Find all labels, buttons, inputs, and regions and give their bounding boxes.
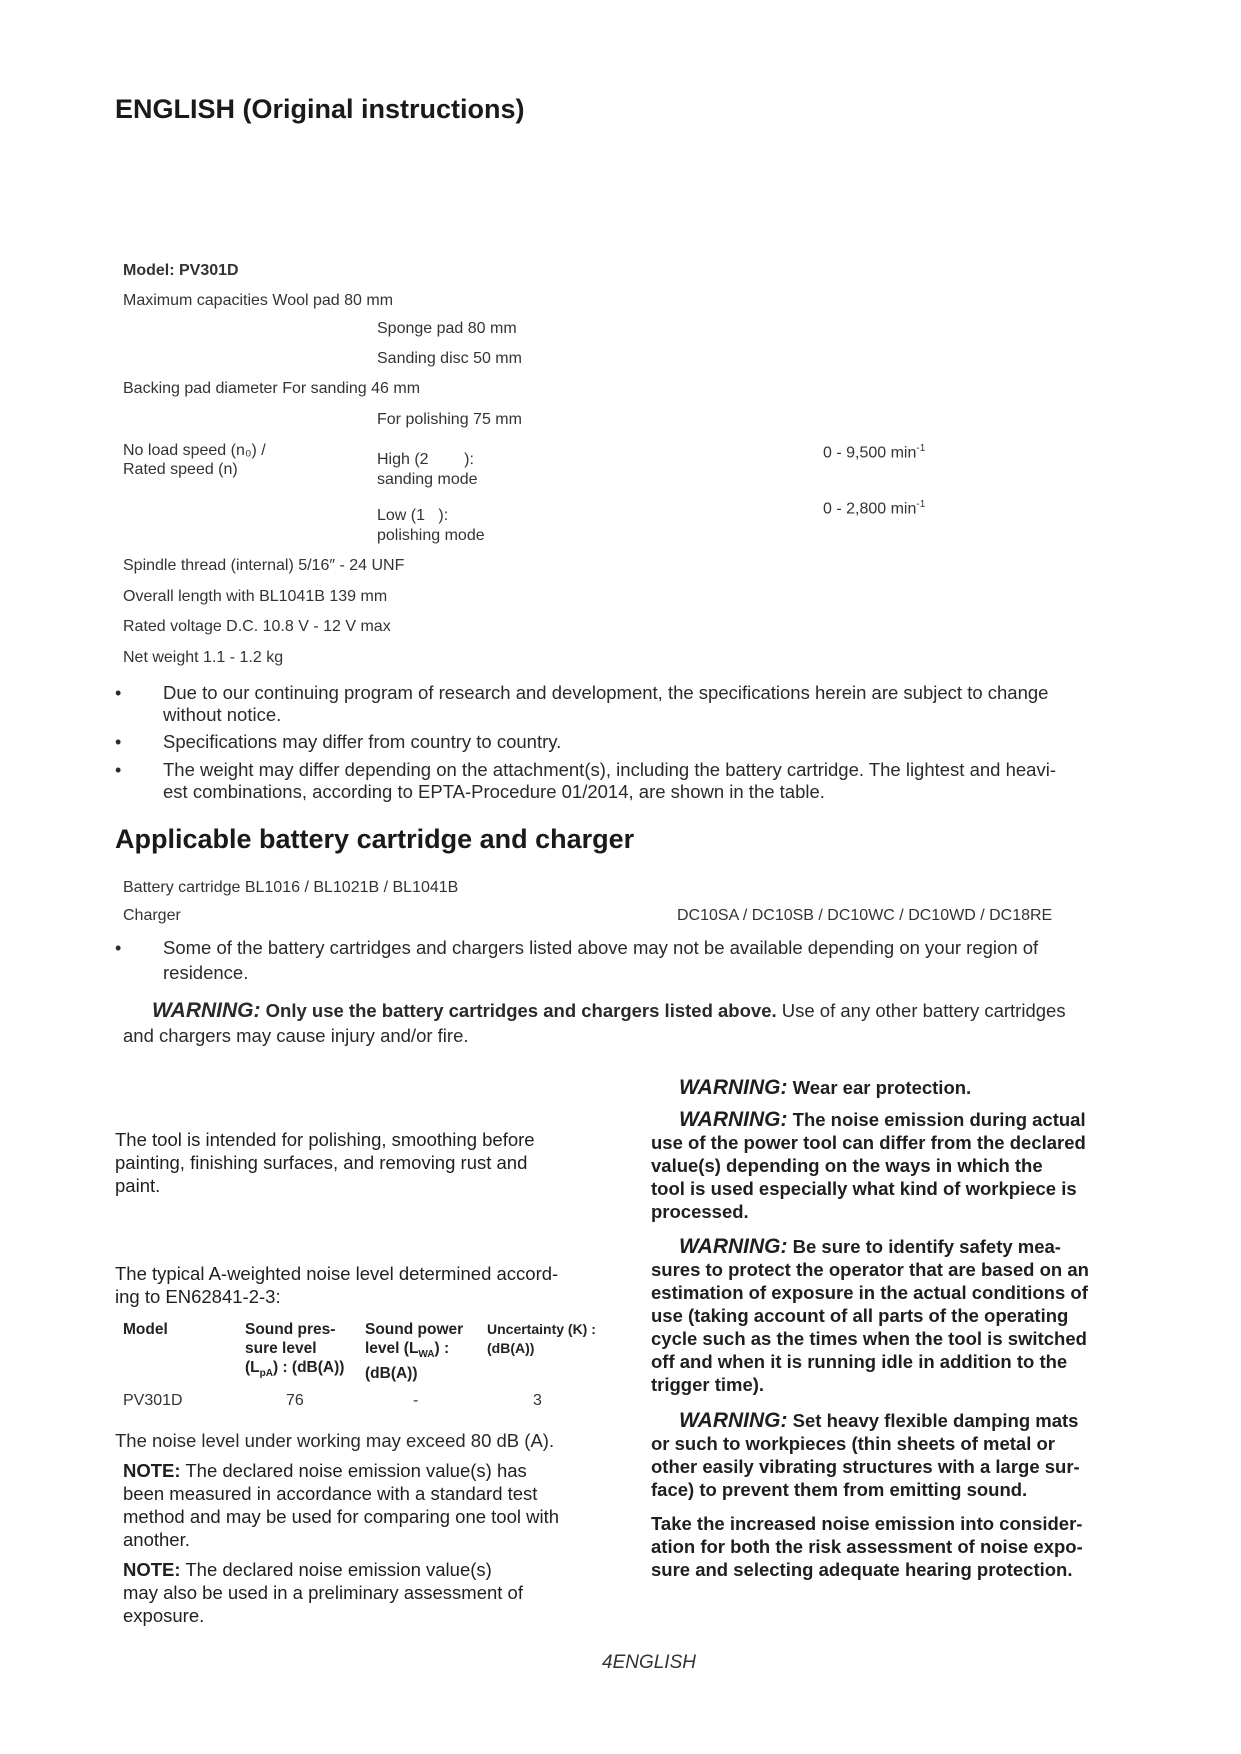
battery-note-line: residence.: [163, 962, 249, 983]
note-line: The weight may differ depending on the attachment(s), including the battery cartridge. The lightest and heavi-: [163, 759, 1056, 780]
note-line: Specifications may differ from country to country.: [163, 731, 562, 752]
spec-sponge-pad: Sponge pad 80 mm: [377, 320, 517, 337]
noise-exceed: The noise level under working may exceed 80 dB (A).: [115, 1430, 555, 1451]
spec-sanding-mode: sanding mode: [377, 471, 478, 488]
note-line: est combinations, according to EPTA-Procedure 01/2014, are shown in the table.: [163, 781, 825, 802]
spec-rated-speed: Rated speed (n): [123, 461, 238, 478]
warning-label: WARNING:: [679, 1108, 788, 1131]
spec-sanding-disc: Sanding disc 50 mm: [377, 350, 522, 367]
note-2: NOTE: The declared noise emission value(s) may also be used in a preliminary assessment of exposure.: [123, 1559, 523, 1626]
spec-high-mode: High (2 ):: [377, 451, 474, 468]
battery-warning-cont: and chargers may cause injury and/or fire.: [123, 1025, 469, 1046]
spec-net-weight: Net weight 1.1 - 1.2 kg: [123, 649, 284, 666]
spec-for-polishing: For polishing 75 mm: [377, 411, 522, 428]
warning-ear-protection: WARNING: Wear ear protection.: [679, 1076, 972, 1099]
note-label: NOTE:: [123, 1559, 181, 1580]
page-title: ENGLISH (Original instructions): [115, 94, 525, 124]
bullet: •: [115, 760, 122, 780]
table-cell-uncertainty: 3: [533, 1392, 542, 1409]
table-cell-model: PV301D: [123, 1392, 183, 1409]
page-footer: 4ENGLISH: [602, 1652, 696, 1673]
bullet: •: [115, 938, 122, 958]
spec-backing-pad: Backing pad diameter For sanding 46 mm: [123, 380, 421, 397]
warning-label: WARNING:: [679, 1409, 788, 1432]
charger-label: Charger: [123, 907, 181, 924]
spec-model: Model: PV301D: [123, 262, 239, 279]
charger-value: DC10SA / DC10SB / DC10WC / DC10WD / DC18RE: [677, 907, 1053, 924]
table-header-model: Model: [123, 1321, 168, 1338]
warning-label: WARNING:: [679, 1235, 788, 1258]
spec-spindle-thread: Spindle thread (internal) 5/16″ - 24 UNF: [123, 557, 405, 574]
bullet: •: [115, 732, 122, 752]
table-header-uncertainty: Uncertainty (K) : (dB(A)): [487, 1321, 596, 1356]
warning-label: WARNING:: [679, 1076, 788, 1099]
spec-no-load-speed: No load speed (n₀) /: [123, 442, 266, 459]
table-header-pressure: Sound pres- sure level $(L_{pA})$ : (dB(A)): [245, 1321, 345, 1380]
warning-noise-emission: WARNING: The noise emission during actual use of the power tool can differ from the declared value(s) depending on the ways in which the tool is used especially what kind of workpiece is processed.: [651, 1108, 1086, 1222]
note-line: without notice.: [163, 704, 282, 725]
table-header-power: Sound power level $(L_{WA})$ : (dB(A)): [365, 1321, 464, 1383]
spec-rated-voltage: Rated voltage D.C. 10.8 V - 12 V max: [123, 618, 391, 635]
spec-max-capacities: Maximum capacities Wool pad 80 mm: [123, 292, 394, 309]
note-line: Due to our continuing program of research and development, the specifications herein are subject to change: [163, 682, 1049, 703]
battery-note-line: Some of the battery cartridges and chargers listed above may not be available depending on your region of: [163, 937, 1039, 958]
warning-damping-mats: WARNING: Set heavy flexible damping mats or such to workpieces (thin sheets of metal or other easily vibrating structures with a large sur- face) to prevent them from emitting sound.: [651, 1409, 1080, 1500]
battery-cartridge: Battery cartridge BL1016 / BL1021B / BL1041B: [123, 879, 459, 896]
spec-polishing-mode: polishing mode: [377, 527, 485, 544]
spec-low-speed-value: 0 - 2,800 $\min^{-1}$: [823, 499, 926, 518]
note-1: NOTE: The declared noise emission value(s) has been measured in accordance with a standard test method and may be used for comparing one tool with another.: [123, 1460, 560, 1550]
table-cell-pressure: 76: [286, 1392, 304, 1409]
noise-consideration: Take the increased noise emission into consider- ation for both the risk assessment of noise expo- sure and selecting adequate hearing protection.: [651, 1513, 1083, 1580]
table-cell-power: -: [413, 1392, 419, 1409]
note-label: NOTE:: [123, 1460, 181, 1481]
bullet: •: [115, 683, 122, 703]
spec-low-mode: Low (1 ):: [377, 507, 449, 524]
battery-heading: Applicable battery cartridge and charger: [115, 824, 635, 854]
battery-warning: WARNING: Only use the battery cartridges and chargers listed above. Use of any other battery cartridges: [152, 999, 1066, 1022]
intended-use: The tool is intended for polishing, smoothing before painting, finishing surfaces, and removing rust and paint.: [115, 1129, 535, 1196]
noise-intro: The typical A-weighted noise level determined accord- ing to EN62841-2-3:: [115, 1263, 559, 1307]
spec-high-speed-value: 0 - 9,500 $\min^{-1}$: [823, 443, 926, 462]
spec-overall-length: Overall length with BL1041B 139 mm: [123, 588, 388, 605]
warning-label: WARNING:: [152, 999, 261, 1022]
warning-safety-measures: WARNING: Be sure to identify safety mea- sures to protect the operator that are based on an estimation of exposure in the actual conditions of use (taking account of all parts of the operating cycle such as the times when the tool is switched off and when it is running idle in addition to the trigger time).: [651, 1235, 1089, 1395]
